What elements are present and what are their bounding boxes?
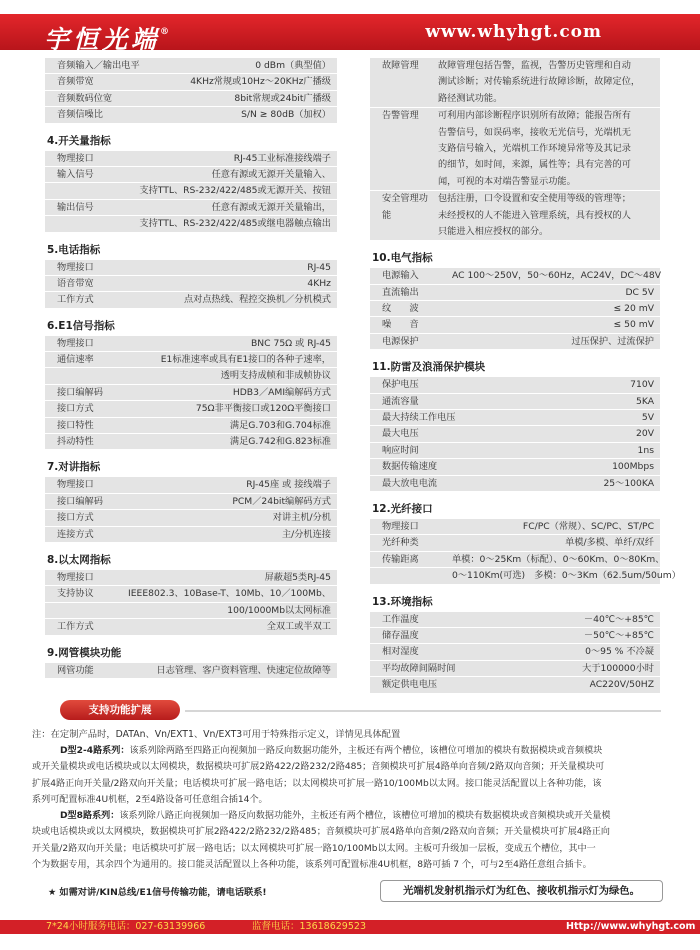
spec-row — [45, 570, 337, 586]
spec-key: 工作方式 — [57, 621, 94, 633]
power-section — [370, 249, 660, 350]
spec-value: 5V — [641, 412, 654, 424]
phone-section — [45, 241, 337, 309]
e1-section — [45, 317, 337, 451]
spec-value: 4KHz常规或10Hz～20KHz广播级 — [190, 76, 331, 88]
contact-note: ★ 如需对讲/KIN总线/E1信号传输功能，请电话联系! — [48, 887, 267, 898]
spec-row — [45, 91, 337, 107]
management-line: 只能进入相应授权的部分。 — [438, 225, 549, 237]
spec-value: HDB3／AMI编解码方式 — [232, 386, 331, 398]
spec-key: 接口特性 — [57, 419, 94, 431]
spec-row — [45, 58, 337, 74]
spec-key: 物理接口 — [57, 337, 94, 349]
spec-key: 抖动特性 — [57, 436, 94, 448]
spec-value: 点对点热线、程控交换机／分机模式 — [184, 294, 331, 306]
page-footer — [0, 920, 700, 934]
spec-key — [45, 216, 127, 231]
spec-key: 工作方式 — [57, 294, 94, 306]
spec-row — [45, 477, 337, 493]
extension-divider — [185, 710, 661, 712]
spec-row — [45, 418, 337, 434]
management-line: 支路信号输入，光端机工作环境异常等及其记录 — [438, 142, 631, 154]
spec-value: 25～100KA — [603, 477, 654, 489]
spec-row — [45, 385, 337, 401]
spec-row — [45, 74, 337, 90]
spec-key: 额定供电电压 — [382, 679, 438, 691]
spec-key: 工作温度 — [382, 613, 419, 625]
spec-value: 支持TTL、RS-232/422/485或无源开关、按钮 — [139, 185, 331, 197]
spec-value: 满足G.703和G.704标准 — [229, 419, 331, 431]
extension-bar — [45, 700, 661, 720]
section-title: 11.防雷及浪涌保护模块 — [370, 358, 660, 377]
spec-key: 平均故障间隔时间 — [382, 662, 456, 674]
management-line: 故障管理包括告警，监视，告警历史管理和自动 — [438, 60, 631, 71]
spec-key: 最大持续工作电压 — [382, 412, 456, 424]
spec-key: 接口编解码 — [57, 386, 103, 398]
spec-row — [45, 401, 337, 417]
management-line: 告警信号，如误码率，接收无光信号，光端机无 — [438, 126, 631, 138]
spec-value: RJ-45 — [307, 261, 331, 273]
spec-row — [45, 494, 337, 510]
spec-key: 输入信号 — [57, 168, 94, 180]
spec-value: 单模/多模、单纤/双纤 — [565, 537, 654, 549]
spec-key: 储存温度 — [382, 629, 419, 641]
spec-value: 75Ω非平衡接口或120Ω平衡接口 — [195, 403, 331, 415]
management-key: 安全管理功能 — [382, 193, 428, 221]
spec-key: 音频带宽 — [57, 76, 94, 88]
spec-key: 接口编解码 — [57, 495, 103, 507]
spec-key: 噪 音 — [382, 319, 419, 331]
spec-value: 0 dBm（典型值） — [255, 60, 331, 71]
management-line: 包括注册，口令设置和安全使用等级的管理等； — [438, 193, 631, 205]
spec-row — [370, 568, 681, 584]
spec-row — [45, 663, 337, 679]
spec-value: PCM／24bit编解码方式 — [232, 495, 331, 507]
spec-row — [370, 410, 660, 426]
spec-row — [370, 552, 665, 568]
spec-key: 传输距离 — [382, 553, 419, 565]
spec-value: 支持TTL、RS-232/422/485或继电器触点输出 — [139, 218, 331, 230]
spec-value: 日志管理、客户资料管理、快速定位故障等 — [156, 664, 331, 676]
spec-row — [45, 151, 337, 167]
audio-section — [45, 58, 337, 124]
management-value — [434, 58, 660, 107]
spec-value: 透明支持成帧和非成帧协议 — [220, 370, 331, 382]
spec-key: 音频数码位宽 — [57, 92, 113, 104]
spec-value: 0～95 % 不冷凝 — [585, 646, 654, 658]
spec-key: 数据传输速度 — [382, 461, 438, 473]
section-title: 7.对讲指标 — [45, 458, 337, 477]
spec-key: 接口方式 — [57, 403, 94, 415]
spec-row — [45, 183, 337, 199]
spec-key: 纹 波 — [382, 303, 419, 315]
spec-row — [370, 301, 660, 317]
spec-key: 相对湿度 — [382, 646, 419, 658]
section-title: 12.光纤接口 — [370, 500, 660, 519]
management-row — [370, 58, 660, 108]
spec-value: RJ-45工业标准接线端子 — [233, 152, 331, 164]
left-column — [45, 58, 337, 679]
spec-value: 屏蔽超5类RJ-45 — [264, 571, 331, 583]
spec-key: 保护电压 — [382, 379, 419, 391]
spec-key: 物理接口 — [382, 520, 419, 532]
right-column — [370, 58, 681, 694]
spec-value: 100/1000Mb以太网标准 — [227, 604, 331, 616]
management-section — [370, 58, 660, 241]
spec-key: 音频输入／输出电平 — [57, 60, 140, 71]
management-line: 未经授权的人不能进入管理系统，具有授权的人 — [438, 209, 631, 221]
spec-key — [370, 568, 452, 583]
ethernet-section — [45, 551, 337, 636]
spec-row — [45, 107, 337, 123]
spec-row — [370, 644, 660, 660]
management-line: 闻，可视的本对端告警显示功能。 — [438, 175, 576, 187]
spec-key: 语音带宽 — [57, 277, 94, 289]
fiber-section — [370, 500, 681, 585]
spec-row — [45, 276, 337, 292]
spec-key: 输出信号 — [57, 201, 94, 213]
section-title: 8.以太网指标 — [45, 551, 337, 570]
spec-row — [45, 434, 337, 450]
section-title: 10.电气指标 — [370, 249, 660, 268]
spec-value: ≤ 20 mV — [613, 303, 654, 315]
spec-row — [370, 334, 660, 350]
spec-value: AC 100～250V，50～60Hz，AC24V，DC～48V — [452, 270, 662, 282]
spec-key — [45, 368, 127, 383]
spec-key: 响应时间 — [382, 444, 419, 456]
spec-row — [370, 535, 660, 551]
spec-row — [45, 619, 337, 635]
spec-row — [45, 586, 337, 602]
spec-value: 任意有源或无源开关量输出， — [211, 201, 331, 213]
spec-key: 接口方式 — [57, 512, 94, 524]
spec-row — [45, 260, 337, 276]
spec-value: 8bit常规或24bit广播级 — [234, 92, 331, 104]
spec-value: RJ-45座 或 接线端子 — [246, 479, 331, 491]
d-type-2-4-paragraph: D型2-4路系列：该系列除两路至四路正向视频加一路反向数据功能外，主板还有两个槽位，该槽位可增加的模块有数据模块或音频模块 或开关量模块或电话模块或以太网模块，数据模块可扩展2路422/2路232/2路485；音频模块可扩展4路单向音频/2路双向音频；开关量模块可 扩展4路正向开关量/2路双向开关量；电话模块可扩展一路电话；以太网模块可扩展一路10/100Mb以太网。接口能灵活配置以上各种功能，该 系列可配置标准4U机框，2至4路设备可任意组合插14个。 — [32, 746, 605, 805]
spec-row — [45, 216, 337, 232]
spec-key: 物理接口 — [57, 571, 94, 583]
spec-key: 最大电压 — [382, 428, 419, 440]
spec-row — [370, 394, 660, 410]
spec-row — [45, 352, 337, 368]
spec-row — [370, 661, 660, 677]
spec-value: IEEE802.3、10Base-T、10Mb、10／100Mb、 — [128, 588, 331, 600]
spec-row — [370, 443, 660, 459]
management-value — [434, 191, 660, 240]
management-row — [370, 108, 660, 191]
spec-value: －40℃～+85℃ — [583, 613, 654, 625]
spec-value: 过压保护、过流保护 — [571, 335, 654, 347]
spec-value: 20V — [636, 428, 654, 440]
spec-key: 电源输入 — [382, 270, 419, 282]
management-line: 的细节，如时间，来源，属性等；具有完善的可 — [438, 159, 631, 171]
switch-section — [45, 132, 337, 233]
spec-key: 支持协议 — [57, 588, 94, 600]
spec-row — [370, 612, 660, 628]
indicator-note: 光端机发射机指示灯为红色、接收机指示灯为绿色。 — [380, 880, 663, 902]
spec-value: FC/PC（常规）、SC/PC、ST/PC — [522, 520, 654, 532]
spec-value: 全双工或半双工 — [266, 621, 331, 633]
spec-row — [370, 677, 660, 693]
spec-row — [45, 510, 337, 526]
spec-key: 物理接口 — [57, 261, 94, 273]
spec-value: －50℃～+85℃ — [583, 629, 654, 641]
spec-row — [370, 459, 660, 475]
spec-value: 0～110Km(可选) 多模：0～3Km（62.5um/50um） — [452, 570, 681, 582]
spec-row — [370, 519, 660, 535]
spec-key: 电源保护 — [382, 335, 419, 347]
spec-value: 主/分机连接 — [281, 528, 331, 540]
spec-value: 满足G.742和G.823标准 — [229, 436, 331, 448]
section-title: 9.网管模块功能 — [45, 644, 337, 663]
spec-row — [370, 285, 660, 301]
d-type-2-4-label: D型2-4路系列： — [60, 746, 130, 756]
spec-value: AC220V/50HZ — [589, 679, 654, 691]
management-line: 测试诊断；对传输系统进行故障诊断，故障定位， — [438, 76, 641, 88]
management-line: 路径测试功能。 — [438, 92, 503, 104]
spec-key — [45, 183, 127, 198]
spec-key: 网管功能 — [57, 664, 94, 676]
spec-key: 通流容量 — [382, 395, 419, 407]
section-title: 13.环境指标 — [370, 593, 660, 612]
management-value — [434, 108, 660, 190]
spec-value: 大于100000小时 — [582, 662, 654, 674]
spec-value: E1标准速率或具有E1接口的各种子速率， — [160, 354, 331, 366]
spec-key: 直流输出 — [382, 286, 419, 298]
footer-url[interactable]: Http://www.whyhgt.com — [566, 921, 696, 932]
spec-row — [370, 426, 660, 442]
d-type-8-paragraph: D型8路系列：该系列除八路正向视频加一路反向数据功能外，主板还有两个槽位，该槽位可增加的模块有数据模块或音频模块或开关量模 块或电话模块或以太网模块，数据模块可扩展2路422/2路232/2路485；音频模块可扩展4路单向音频/2路双向音频；开关量模块可扩展4路正向 开关量/2路双向开关量；电话模块可扩展一路电话；以太网模块可扩展一路10/100Mb以太网。主板可升级加一层板，变成五个槽位，其中一 个为数据专用，其余四个为通用的。接口能灵活配置以上各种功能，该系列可配置标准4U机框，8路可插 7 个，可与2至4路任意组合插卡。 — [32, 811, 611, 870]
spec-row — [45, 167, 337, 183]
spec-row — [370, 377, 660, 393]
spec-row — [45, 336, 337, 352]
spec-value: BNC 75Ω 或 RJ-45 — [250, 337, 331, 349]
spec-value: DC 5V — [625, 286, 654, 298]
environment-section — [370, 593, 660, 694]
extension-label: 支持功能扩展 — [60, 700, 180, 720]
page-header — [0, 0, 700, 58]
extension-note: 注：在定制产品时，DATAn、Vn/EXT1、Vn/EXT3可用于特殊指示定义，详情见具体配置 — [32, 729, 401, 740]
spec-row — [45, 527, 337, 543]
d-type-8-label: D型8路系列： — [60, 811, 120, 821]
spec-row — [370, 476, 660, 492]
spec-value: 100Mbps — [612, 461, 654, 473]
spec-key: 物理接口 — [57, 152, 94, 164]
spec-key: 音频信噪比 — [57, 109, 103, 121]
nms-section — [45, 644, 337, 679]
spec-row — [370, 268, 660, 284]
spec-value: 单模：0～25Km（标配）、0～60Km、0～80Km、 — [452, 553, 665, 565]
intercom-section — [45, 458, 337, 543]
spec-value: 对讲主机/分机 — [272, 512, 331, 524]
spec-row — [370, 317, 660, 333]
section-title: 6.E1信号指标 — [45, 317, 337, 336]
management-key: 告警管理 — [382, 110, 419, 122]
management-line: 可利用内部诊断程序识别所有故障；能报告所有 — [438, 110, 631, 122]
spec-value: 1ns — [637, 444, 654, 456]
surge-section — [370, 358, 660, 492]
management-row — [370, 191, 660, 241]
header-url[interactable]: www.whyhgt.com — [425, 22, 602, 42]
spec-key: 物理接口 — [57, 479, 94, 491]
spec-value: 4KHz — [307, 277, 331, 289]
spec-key: 最大放电电流 — [382, 477, 438, 489]
spec-row — [45, 292, 337, 308]
spec-key: 光纤种类 — [382, 537, 419, 549]
supervise-phone: 监督电话：13618629523 — [252, 921, 366, 932]
spec-row — [45, 200, 337, 216]
spec-row — [45, 368, 337, 384]
spec-value: S/N ≥ 80dB（加权） — [241, 109, 331, 121]
spec-value: 5KA — [636, 395, 654, 407]
spec-value: 任意有源或无源开关量输入、 — [211, 168, 331, 180]
spec-value: ≤ 50 mV — [613, 319, 654, 331]
spec-key: 连接方式 — [57, 528, 94, 540]
spec-row — [370, 628, 660, 644]
spec-key: 通信速率 — [57, 354, 94, 366]
management-key: 故障管理 — [382, 60, 419, 71]
spec-key — [45, 603, 127, 618]
brand-logo: 宇恒光端® — [44, 25, 170, 54]
spec-row — [45, 603, 337, 619]
section-title: 5.电话指标 — [45, 241, 337, 260]
section-title: 4.开关量指标 — [45, 132, 337, 151]
spec-value: 710V — [630, 379, 654, 391]
service-phone: 7*24小时服务电话：027-63139966 — [46, 921, 206, 932]
